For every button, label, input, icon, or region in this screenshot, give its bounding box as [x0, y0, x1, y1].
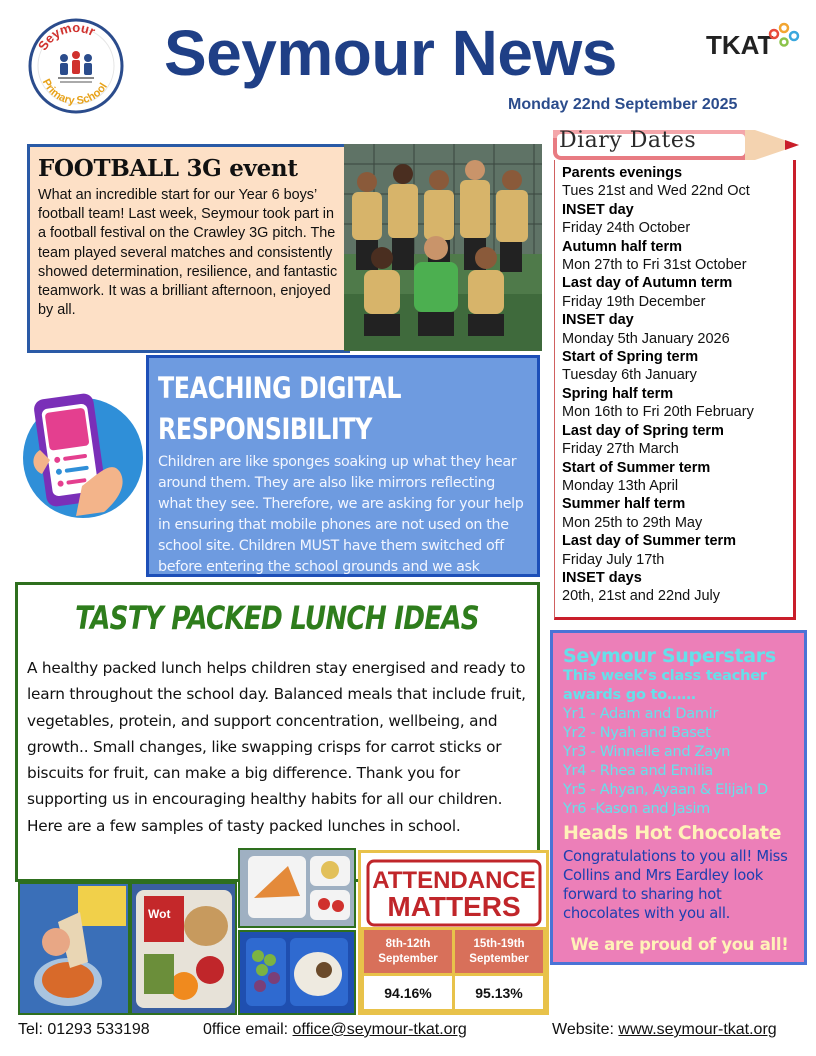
award-item: Yr2 - Nyah and Baset	[563, 725, 711, 741]
diary-item-date: Friday 27th March	[562, 441, 679, 458]
attendance-table	[361, 927, 546, 1012]
svg-text:Seymour: Seymour	[34, 19, 98, 54]
attendance-week-1-value: 94.16%	[363, 975, 454, 1011]
diary-item	[562, 238, 787, 275]
diary-item-name: INSET day	[562, 201, 634, 218]
school-logo	[28, 18, 124, 114]
diary-title: Diary Dates	[559, 128, 697, 153]
proud-text: We are proud of you all!	[570, 935, 789, 954]
digital-responsibility-article	[146, 355, 540, 577]
awards-list	[563, 705, 796, 819]
diary-item-date: Friday 19th December	[562, 293, 706, 310]
diary-item-name: Spring half term	[562, 385, 674, 402]
superstars-title: Seymour Superstars	[563, 645, 776, 667]
award-item: Yr6 -Kason and Jasim	[563, 801, 711, 817]
diary-item-name: Last day of Autumn term	[562, 275, 733, 292]
diary-item	[562, 274, 787, 311]
diary-item-date: 20th, 21st and 22nd July	[562, 588, 721, 605]
diary-item-date: Mon 25th to 29th May	[562, 514, 703, 531]
diary-item-date: Tuesday 6th January	[562, 367, 697, 384]
diary-item-date: Monday 13th April	[562, 477, 679, 494]
trust-logo	[704, 20, 804, 64]
diary-item-name: INSET day	[562, 312, 634, 329]
issue-date: Monday 22nd September 2025	[508, 96, 738, 113]
superstars-subtitle: This week’s class teacher awards go to……	[563, 668, 767, 703]
digital-body: Children are like sponges soaking up what they hear around them. They are also like mirrors reflecting what they see. Therefore, we are asking for your help in ensuring that mobile phones are not used on the school site. Children MUST have them switched off before entering the school grounds and we ask	[158, 454, 524, 575]
attendance-logo-line1: ATTENDANCE	[372, 867, 536, 894]
diary-item	[562, 569, 787, 606]
football-team-photo	[344, 144, 542, 351]
football-article	[27, 144, 350, 353]
diary-item-name: Last day of Summer term	[562, 533, 737, 550]
diary-item	[562, 348, 787, 385]
diary-item-name: Summer half term	[562, 496, 686, 513]
footer-tel: Tel: 01293 533198	[18, 1021, 150, 1038]
attendance-week-2-label: 15th-19th September	[454, 929, 545, 975]
diary-item-name: Start of Spring term	[562, 349, 699, 366]
award-item: Yr5 - Ahyan, Ayaan & Elijah D	[563, 782, 768, 798]
football-title: FOOTBALL 3G event	[38, 155, 298, 182]
award-item: Yr1 - Adam and Damir	[563, 706, 719, 722]
attendance-logo-line2: MATTERS	[387, 891, 521, 922]
lunch-photo-2	[130, 882, 237, 1015]
diary-item	[562, 459, 787, 496]
diary-item-name: Start of Summer term	[562, 459, 711, 476]
lunch-photo-1	[18, 882, 130, 1015]
digital-title-line2: RESPONSIBILITY	[158, 412, 372, 446]
diary-item-date: Friday July 17th	[562, 551, 665, 568]
diary-item	[562, 532, 787, 569]
svg-text:Wot: Wot	[148, 907, 171, 921]
footer-website-link[interactable]: www.seymour-tkat.org	[618, 1021, 777, 1038]
hot-chocolate-title: Heads Hot Chocolate	[563, 822, 782, 844]
svg-text:TKAT: TKAT	[706, 30, 774, 60]
diary-item-date: Mon 27th to Fri 31st October	[562, 257, 747, 274]
attendance-panel	[358, 850, 549, 1015]
lunch-title: TASTY PACKED LUNCH IDEAS	[75, 599, 479, 637]
svg-text:Primary School: Primary School	[39, 77, 110, 108]
footer-email-link[interactable]: office@seymour-tkat.org	[292, 1021, 467, 1038]
diary-item-date: Monday 5th January 2026	[562, 330, 730, 347]
diary-item-name: Autumn half term	[562, 238, 683, 255]
lunch-photo-3	[238, 848, 356, 928]
diary-item	[562, 422, 787, 459]
footer-website	[552, 1021, 777, 1039]
page-title: Seymour News	[164, 17, 617, 89]
diary-item	[562, 495, 787, 532]
footer-website-label: Website:	[552, 1021, 619, 1038]
diary-item-date: Friday 24th October	[562, 220, 691, 237]
football-body: What an incredible start for our Year 6 boys’ football team! Last week, Seymour took part in a football festival on the Crawley 3G pitch. The team played several matches and consistently showed determination, resilience, and fantastic teamwork. It was a brilliant afternoon, enjoyed by all.	[38, 187, 338, 319]
diary-item	[562, 164, 787, 201]
diary-item-name: Last day of Spring term	[562, 422, 724, 439]
diary-dates-panel	[554, 160, 796, 620]
diary-item-date: Tues 21st and Wed 22nd Oct	[562, 183, 750, 200]
lunch-ideas-article	[15, 582, 540, 882]
attendance-week-1-label: 8th-12th September	[363, 929, 454, 975]
phone-in-hand-icon	[20, 390, 146, 522]
attendance-week-2-value: 95.13%	[454, 975, 545, 1011]
diary-item-date: Mon 16th to Fri 20th February	[562, 404, 754, 421]
diary-item	[562, 385, 787, 422]
diary-item	[562, 201, 787, 238]
attendance-matters-logo	[365, 858, 543, 928]
lunch-body: A healthy packed lunch helps children stay energised and ready to learn throughout the school day. Balanced meals that include fruit, vegetables, protein, and support concentration, wellbeing, and growth.. Small changes, like swapping crisps for carrot sticks or biscuits for fruit, can make a big difference. Thank you for supporting us in encouraging healthy habits for all our children. Here are a few samples of tasty packed lunches in school.	[27, 659, 526, 835]
diary-item-name: Parents evenings	[562, 165, 683, 181]
digital-title-line1: TEACHING DIGITAL	[158, 371, 402, 405]
congrats-text: Congratulations to you all! Miss Collins and Mrs Eardley look forward to sharing hot chocolates with you all.	[563, 848, 788, 922]
diary-item	[562, 311, 787, 348]
superstars-panel	[550, 630, 807, 965]
footer-email	[203, 1021, 467, 1039]
diary-item-name: INSET days	[562, 569, 642, 586]
award-item: Yr3 - Winnelle and Zayn	[563, 744, 731, 760]
award-item: Yr4 - Rhea and Emilia	[563, 763, 714, 779]
footer-email-label: 0ffice email:	[203, 1021, 293, 1038]
lunch-photo-4	[238, 930, 356, 1015]
